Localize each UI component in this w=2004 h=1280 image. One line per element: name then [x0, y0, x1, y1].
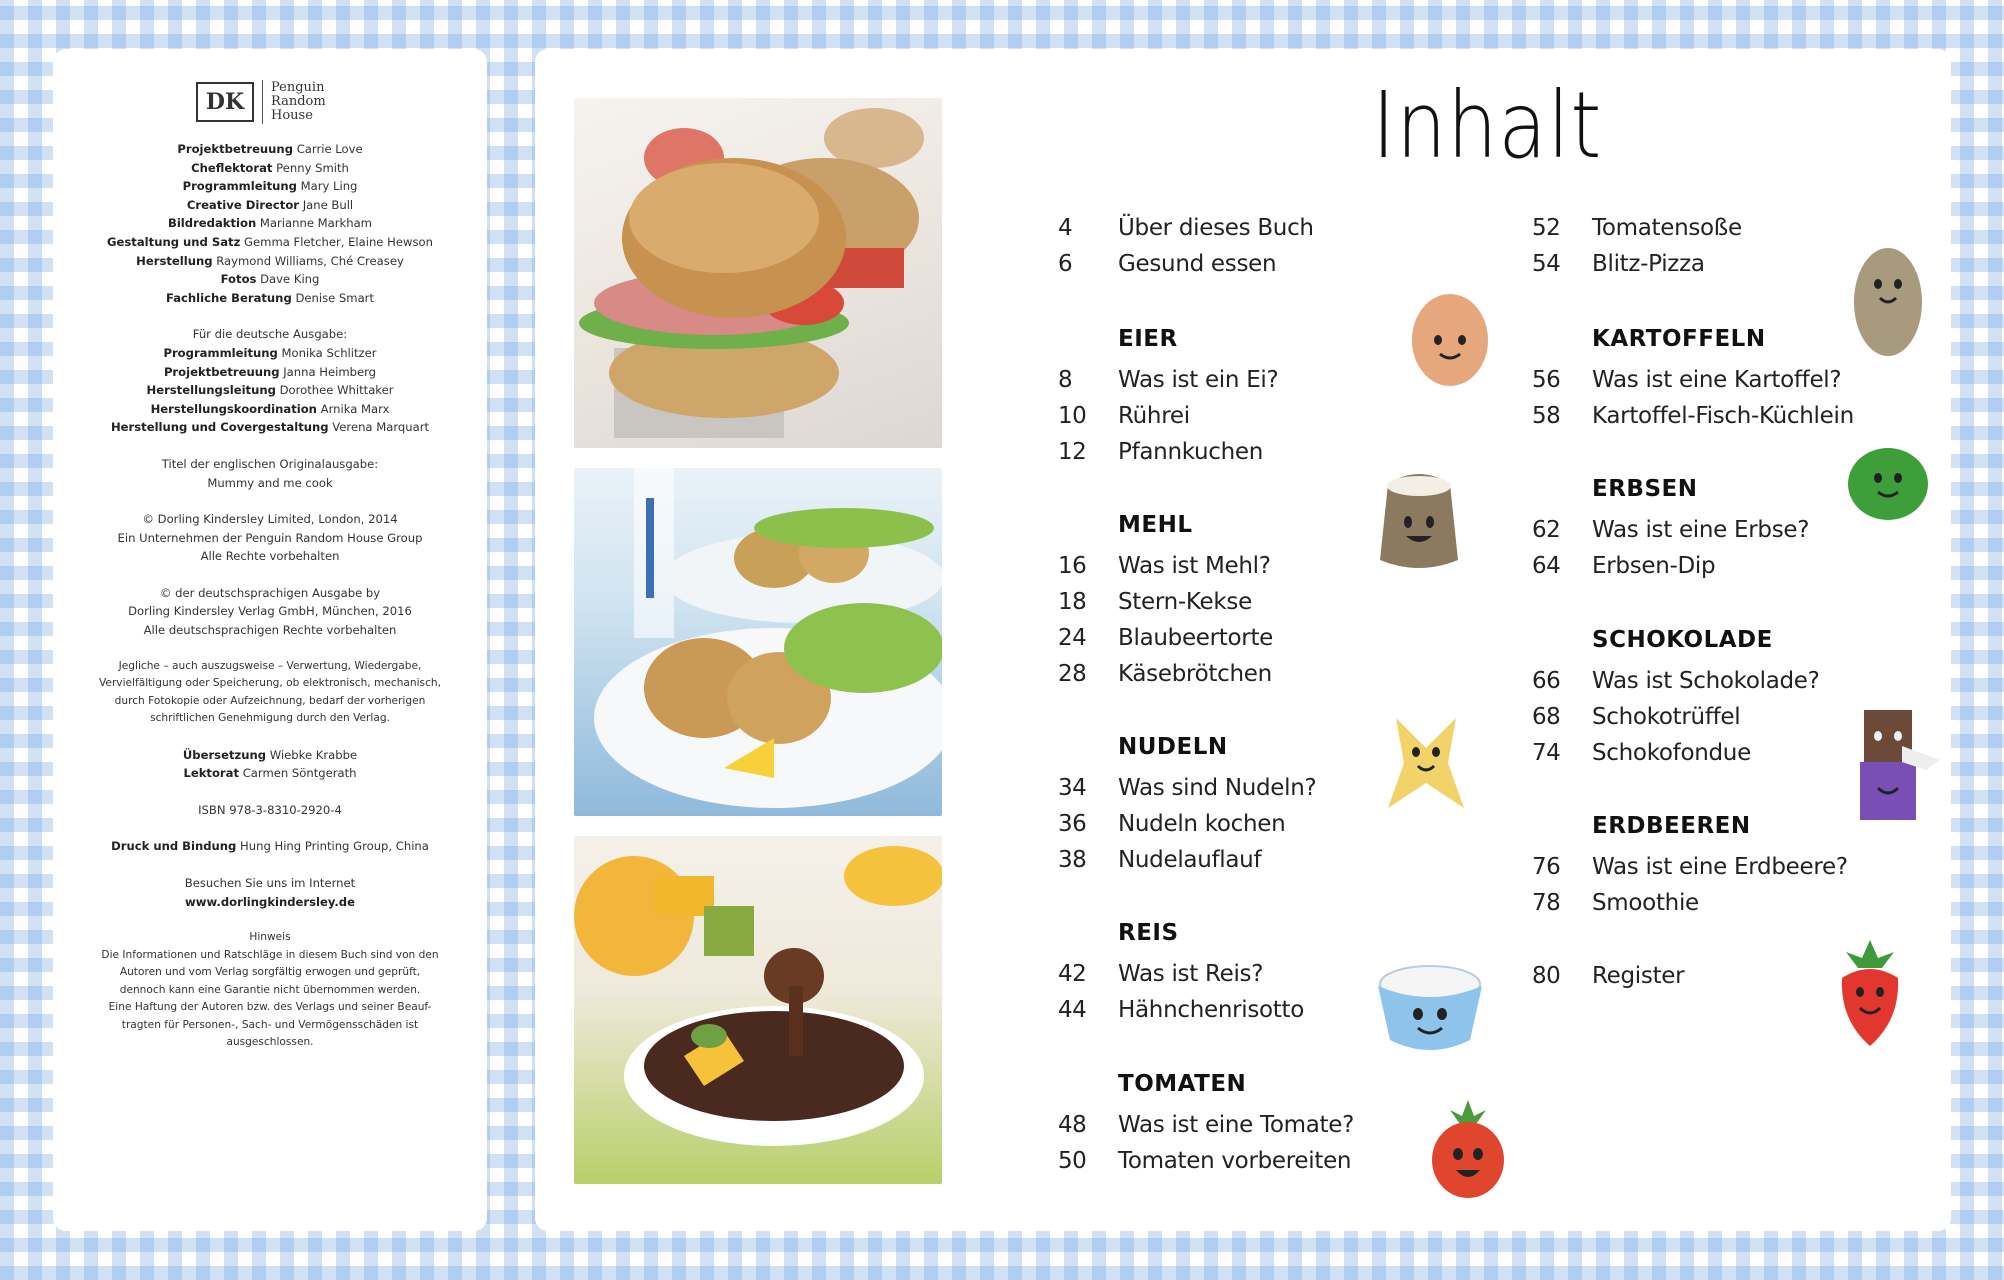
- page-number: 48: [1058, 1112, 1087, 1138]
- page-number: 18: [1058, 589, 1087, 615]
- credit-line: [74, 214, 466, 233]
- entry-label: Erbsen-Dip: [1592, 553, 1716, 579]
- legal-line: durch Fotokopie oder Aufzeichnung, bedarf der vorherigen: [114, 694, 426, 707]
- page-number: 44: [1058, 997, 1087, 1023]
- note-line: ausgeschlossen.: [226, 1036, 314, 1049]
- credit-line: [74, 159, 466, 178]
- entry-label: Schokofondue: [1592, 740, 1751, 766]
- entry-label: Tomaten vorbereiten: [1118, 1148, 1352, 1174]
- entry-label: Kartoffel-Fisch-Küchlein: [1592, 403, 1854, 429]
- page-number: 38: [1058, 847, 1087, 873]
- copyright-line: Alle deutschsprachigen Rechte vorbehalten: [143, 623, 397, 638]
- credit-name: Marianne Markham: [259, 216, 372, 231]
- entry-label: Blaubeertorte: [1118, 625, 1274, 651]
- credit-name: Raymond Williams, Ché Creasey: [216, 253, 404, 268]
- section-heading-eier: EIER: [1118, 326, 1178, 352]
- entry-label: Über dieses Buch: [1118, 215, 1314, 241]
- note-line: Eine Haftung der Autoren bzw. des Verlags und seiner Beauf-: [108, 1001, 432, 1014]
- credit-line: [74, 837, 466, 856]
- copyright-line: Dorling Kindersley Verlag GmbH, München, 2016: [128, 604, 412, 619]
- flour-sack-character-icon: [1372, 464, 1466, 578]
- credit-line: [74, 746, 466, 765]
- credit-role: Herstellung und Covergestaltung: [110, 420, 329, 435]
- copyright-line: Ein Unternehmen der Penguin Random House Group: [117, 530, 423, 545]
- legal-line: schriftlichen Genehmigung durch den Verlag.: [150, 712, 390, 725]
- entry-label: Nudelauflauf: [1118, 847, 1262, 873]
- credit-line: [74, 764, 466, 783]
- publisher-line: House: [271, 108, 313, 123]
- note-line: Die Informationen und Ratschläge in diesem Buch sind von den: [101, 948, 439, 961]
- entry-label: Tomatensoße: [1592, 215, 1742, 241]
- entry-label: Stern-Kekse: [1118, 589, 1252, 615]
- entry-label: Was ist eine Erbse?: [1592, 517, 1810, 543]
- section-heading-reis: REIS: [1118, 920, 1179, 946]
- credit-line: [74, 363, 466, 382]
- credit-line: [74, 418, 466, 437]
- egg-character-icon: [1408, 288, 1492, 392]
- page-number: 68: [1532, 704, 1561, 730]
- page-number: 56: [1532, 367, 1561, 393]
- page-number: 42: [1058, 961, 1087, 987]
- credit-role: Programmleitung: [163, 345, 278, 360]
- chocolate-character-icon: [1842, 706, 1942, 830]
- credit-line: [74, 177, 466, 196]
- entry-label: Blitz-Pizza: [1592, 251, 1705, 277]
- credit-name: Carrie Love: [296, 142, 363, 156]
- credit-name: Arnika Marx: [320, 401, 390, 416]
- credit-role: Herstellungsleitung: [146, 383, 276, 398]
- credit-name: Mary Ling: [300, 179, 358, 194]
- credit-line: [74, 233, 466, 252]
- note-line: dennoch kann eine Garantie nicht übernommen werden.: [119, 983, 421, 996]
- section-heading-kartoffeln: KARTOFFELN: [1592, 326, 1766, 352]
- credit-role: Projektbetreuung: [163, 364, 280, 379]
- credit-name: Carmen Söntgerath: [242, 766, 357, 781]
- section-heading-nudeln: NUDELN: [1118, 734, 1228, 760]
- page-number: 28: [1058, 661, 1087, 687]
- page-number: 64: [1532, 553, 1561, 579]
- penguin-random-house-wordmark: [271, 81, 326, 123]
- original-title: Mummy and me cook: [207, 475, 333, 490]
- copyright-line: © der deutschsprachigen Ausgabe by: [159, 585, 381, 600]
- entry-label: Was ist Mehl?: [1118, 553, 1271, 579]
- pea-character-icon: [1846, 446, 1930, 526]
- logo-divider: [262, 80, 263, 124]
- credit-role: Übersetzung: [182, 747, 267, 762]
- credit-line: [74, 252, 466, 271]
- dk-logo: [196, 80, 326, 124]
- credit-role: Creative Director: [186, 197, 300, 212]
- credit-line: [74, 140, 466, 159]
- page-number: 36: [1058, 811, 1087, 837]
- note-line: Autoren und vom Verlag sorgfältig erwogen und geprüft,: [119, 966, 421, 979]
- credit-role: Fachliche Beratung: [165, 290, 292, 305]
- credit-name: Dorothee Whittaker: [279, 383, 394, 398]
- entry-label: Was sind Nudeln?: [1118, 775, 1317, 801]
- credit-line: [74, 381, 466, 400]
- credit-line: [74, 270, 466, 289]
- web-line: Besuchen Sie uns im Internet: [184, 876, 356, 891]
- original-title-label: Titel der englischen Originalausgabe:: [161, 456, 379, 471]
- legal-line: Jegliche – auch auszugsweise – Verwertung, Wiedergabe,: [118, 659, 422, 672]
- page-number: 66: [1532, 668, 1561, 694]
- fondue-photo: [574, 836, 942, 1184]
- page-number: 50: [1058, 1148, 1087, 1174]
- entry-label: Was ist eine Kartoffel?: [1592, 367, 1842, 393]
- imprint-text: [74, 140, 466, 1052]
- strawberry-character-icon: [1838, 934, 1902, 1056]
- entry-label: Was ist eine Tomate?: [1118, 1112, 1355, 1138]
- entry-label: Was ist eine Erdbeere?: [1592, 854, 1848, 880]
- page-number: 74: [1532, 740, 1561, 766]
- page-number: 24: [1058, 625, 1087, 651]
- section-heading-tomaten: TOMATEN: [1118, 1071, 1247, 1097]
- credit-line: [74, 344, 466, 363]
- credit-name: Verena Marquart: [332, 420, 430, 435]
- credit-name: Hung Hing Printing Group, China: [240, 839, 429, 854]
- legal-line: Vervielfältigung oder Speicherung, ob elektronisch, mechanisch,: [99, 677, 441, 690]
- entry-label: Was ist Reis?: [1118, 961, 1264, 987]
- entry-label: Schokotrüffel: [1592, 704, 1741, 730]
- credit-role: Gestaltung und Satz: [107, 234, 241, 249]
- rice-bowl-character-icon: [1372, 960, 1488, 1064]
- credit-role: Lektorat: [183, 766, 240, 781]
- imprint-panel: [56, 52, 484, 1228]
- entry-label: Register: [1592, 963, 1685, 989]
- credit-line: [74, 289, 466, 308]
- page-number: 34: [1058, 775, 1087, 801]
- page-number: 8: [1058, 367, 1073, 393]
- credit-name: Denise Smart: [295, 290, 374, 305]
- page-number: 80: [1532, 963, 1561, 989]
- credit-role: Herstellung: [136, 253, 213, 268]
- copyright-line: © Dorling Kindersley Limited, London, 2014: [142, 512, 398, 527]
- copyright-line: Alle Rechte vorbehalten: [200, 549, 340, 564]
- credit-name: Jane Bull: [302, 197, 354, 212]
- page-number: 10: [1058, 403, 1087, 429]
- website-url[interactable]: www.dorlingkindersley.de: [185, 894, 355, 909]
- toc-title: Inhalt: [1372, 72, 1603, 179]
- dk-logo-mark: DK: [196, 82, 254, 122]
- credit-role: Cheflektorat: [191, 160, 273, 175]
- page-number: 78: [1532, 890, 1561, 916]
- credit-role: Programmleitung: [182, 179, 297, 194]
- credit-name: Monika Schlitzer: [281, 345, 377, 360]
- credit-line: [74, 400, 466, 419]
- credit-name: Dave King: [260, 272, 320, 287]
- credit-role: Projektbetreuung: [177, 142, 293, 156]
- entry-label: Käsebrötchen: [1118, 661, 1272, 687]
- credit-role: Herstellungskoordination: [150, 401, 317, 416]
- credit-name: Wiebke Krabbe: [269, 747, 358, 762]
- credit-role: Druck und Bindung: [111, 839, 237, 854]
- page-number: 6: [1058, 251, 1073, 277]
- entry-label: Gesund essen: [1118, 251, 1277, 277]
- isbn: ISBN 978-3-8310-2920-4: [198, 802, 342, 817]
- note-heading: Hinweis: [249, 931, 291, 944]
- tomato-character-icon: [1428, 1094, 1508, 1208]
- credit-name: Janna Heimberg: [283, 364, 377, 379]
- potato-character-icon: [1850, 244, 1926, 364]
- page-number: 54: [1532, 251, 1561, 277]
- page-number: 12: [1058, 439, 1087, 465]
- entry-label: Pfannkuchen: [1118, 439, 1264, 465]
- publisher-line: Random: [271, 94, 326, 109]
- website-link[interactable]: [74, 893, 466, 912]
- entry-label: Was ist ein Ei?: [1118, 367, 1279, 393]
- entry-label: Nudeln kochen: [1118, 811, 1286, 837]
- publisher-line: Penguin: [271, 80, 325, 95]
- entry-label: Hähnchenrisotto: [1118, 997, 1305, 1023]
- page-number: 58: [1532, 403, 1561, 429]
- page-number: 4: [1058, 215, 1073, 241]
- section-heading-schokolade: SCHOKOLADE: [1592, 627, 1773, 653]
- section-heading-erdbeeren: ERDBEEREN: [1592, 813, 1751, 839]
- entry-label: Was ist Schokolade?: [1592, 668, 1820, 694]
- burger-photo: [574, 98, 942, 448]
- note-line: tragten für Personen-, Sach- und Vermögensschäden ist: [121, 1018, 419, 1031]
- section-heading-mehl: MEHL: [1118, 512, 1193, 538]
- entry-label: Rührei: [1118, 403, 1190, 429]
- page-number: 62: [1532, 517, 1561, 543]
- credit-name: Gemma Fletcher, Elaine Hewson: [244, 234, 433, 249]
- german-edition-heading: Für die deutsche Ausgabe:: [192, 327, 348, 342]
- credit-line: [74, 196, 466, 215]
- page-number: 76: [1532, 854, 1561, 880]
- entry-label: Smoothie: [1592, 890, 1699, 916]
- section-heading-erbsen: ERBSEN: [1592, 476, 1698, 502]
- pasta-character-icon: [1386, 708, 1466, 822]
- fishcakes-photo: [574, 468, 942, 816]
- page-number: 52: [1532, 215, 1561, 241]
- credit-role: Bildredaktion: [168, 216, 257, 231]
- credit-role: Fotos: [220, 272, 257, 287]
- credit-name: Penny Smith: [276, 160, 349, 175]
- page-number: 16: [1058, 553, 1087, 579]
